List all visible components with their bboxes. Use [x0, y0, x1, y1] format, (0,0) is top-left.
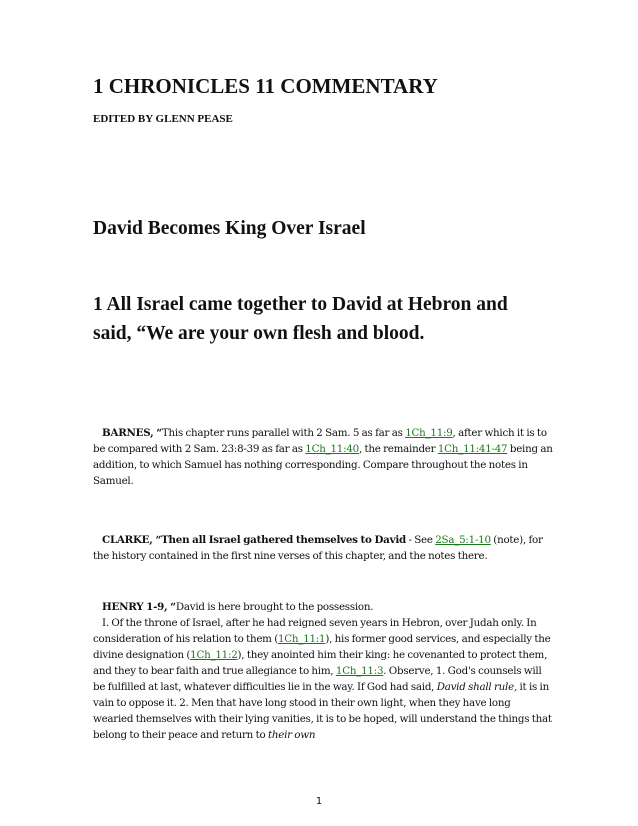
barnes-text: , the remainder	[358, 443, 438, 455]
verse-line-2: said, “We are your own flesh and blood.	[93, 323, 425, 344]
henry-italic: their own	[267, 729, 316, 741]
henry-text: . Observe, 1. God's counsels will be fulfilled at last, whatever difficulties lie in the way. If God had said,	[93, 665, 542, 693]
clarke-commentary	[93, 532, 553, 564]
verse-text	[93, 290, 563, 348]
scripture-link[interactable]: 1Ch_11:2	[190, 649, 238, 661]
editor-credit: EDITED BY GLENN PEASE	[93, 113, 233, 125]
scripture-link[interactable]: 1Ch_11:9	[405, 427, 453, 439]
barnes-text: being an addition, to which Samuel has nothing corresponding. Compare throughout the notes in Samuel.	[93, 443, 553, 487]
clarke-label: CLARKE, “Then all Israel gathered themselves to David	[102, 534, 406, 546]
henry-text: I. Of the throne of Israel, after he had reigned seven years in Hebron, over Judah only. In consideration of his relation to them (	[93, 617, 537, 645]
barnes-commentary	[93, 425, 553, 489]
henry-text: ), his former good services, and especially the divine designation (	[93, 633, 551, 661]
scripture-link[interactable]: 1Ch_11:1	[277, 633, 326, 645]
henry-label: HENRY 1-9, “	[102, 601, 176, 613]
henry-text: ), they anointed him their king: he covenanted to protect them, and they to bear faith and true allegiance to him,	[93, 649, 548, 677]
barnes-text: This chapter runs parallel with 2 Sam. 5 as far as	[161, 427, 406, 439]
henry-italic: David shall rule,	[436, 681, 517, 693]
page-number: 1	[315, 796, 323, 807]
scripture-link[interactable]: 1Ch_11:41-47	[437, 443, 508, 455]
barnes-label: BARNES, “	[102, 427, 162, 439]
verse-line-1: 1 All Israel came together to David at Hebron and	[93, 294, 508, 315]
henry-text: it is in vain to oppose it. 2. Men that have long stood in their own light, when they have long wearied themselves with their lying vanities, it is to be hoped, will understand the things that belong to their peace and return to	[93, 681, 552, 741]
scripture-link[interactable]: 1Ch_11:3	[335, 665, 384, 677]
clarke-text: (note), for the history contained in the first nine verses of this chapter, and the notes there.	[93, 534, 543, 562]
scripture-link[interactable]: 1Ch_11:40	[305, 443, 359, 455]
section-heading: David Becomes King Over Israel	[93, 218, 366, 239]
barnes-text: , after which it is to be compared with 2 Sam. 23:8-39 as far as	[93, 427, 547, 455]
henry-text: David is here brought to the possession.	[175, 601, 374, 613]
henry-commentary	[93, 599, 553, 743]
scripture-link[interactable]: 2Sa_5:1-10	[435, 534, 491, 546]
document-title: 1 CHRONICLES 11 COMMENTARY	[93, 74, 438, 98]
clarke-text: - See	[405, 534, 436, 546]
